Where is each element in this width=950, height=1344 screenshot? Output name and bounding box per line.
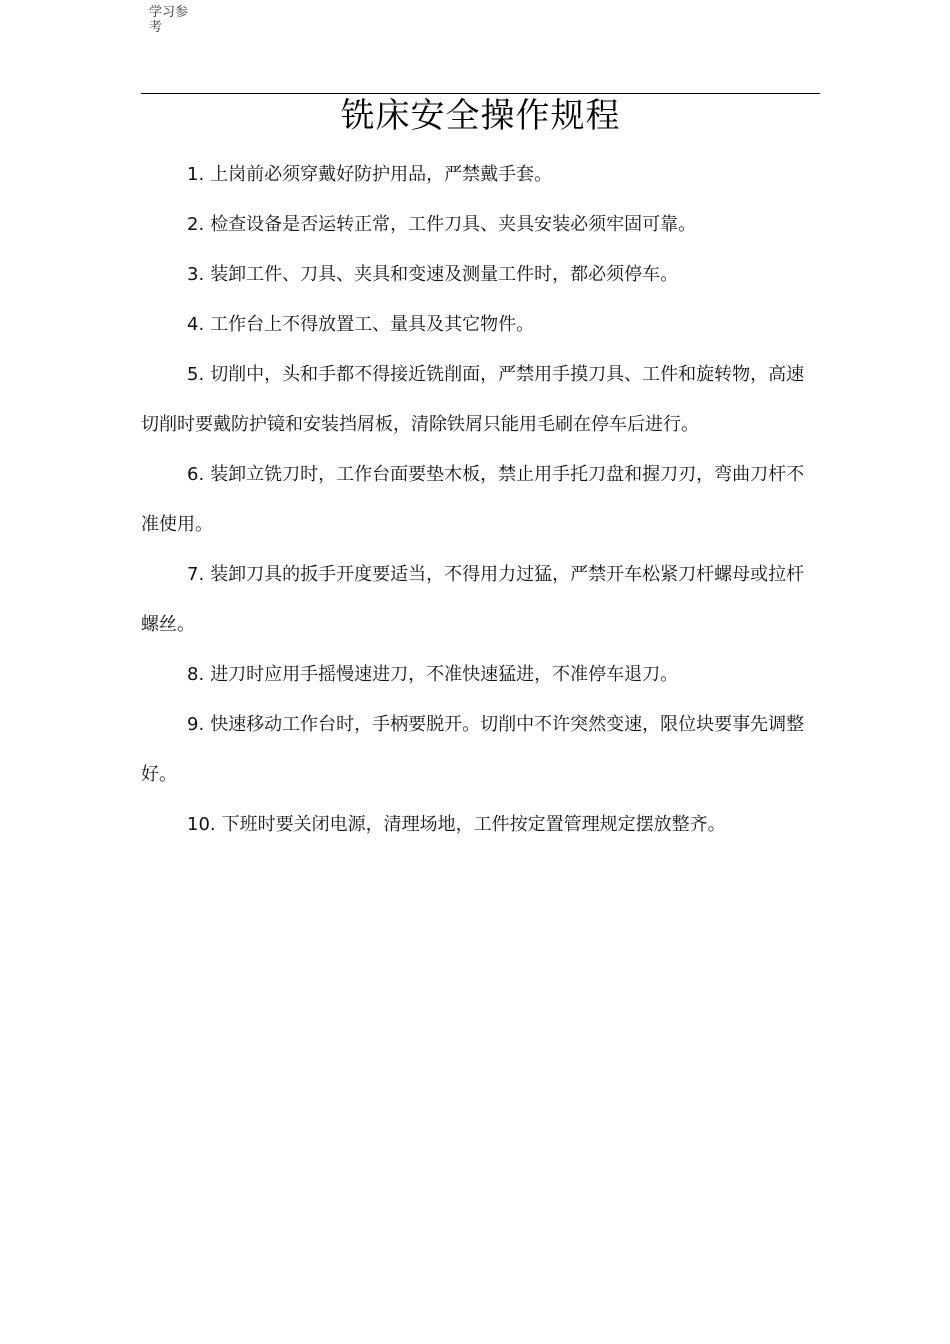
rule-item-2 [141,200,811,250]
rule-item-6 [141,450,811,550]
header-divider [141,93,820,94]
rule-number: 1. [187,164,205,185]
rule-text: 快速移动工作台时，手柄要脱开。切削中不许突然变速，限位块要事先调整好。 [141,714,805,785]
rule-text: 上岗前必须穿戴好防护用品，严禁戴手套。 [210,164,553,185]
rule-text: 检查设备是否运转正常，工件刀具、夹具安装必须牢固可靠。 [210,214,697,235]
rule-text: 下班时要关闭电源，清理场地，工件按定置管理规定摆放整齐。 [221,814,726,835]
rule-item-3 [141,250,811,300]
rule-text: 进刀时应用手摇慢速进刀，不准快速猛进，不准停车退刀。 [210,664,679,685]
rule-number: 4. [187,314,205,335]
rule-item-7 [141,550,811,650]
rule-item-4 [141,300,811,350]
rule-number: 10. [187,814,216,835]
rule-number: 8. [187,664,205,685]
rule-item-10 [141,800,811,850]
rule-item-5 [141,350,811,450]
rule-number: 7. [187,564,205,585]
rule-text: 装卸立铣刀时，工作台面要垫木板，禁止用手托刀盘和握刀刃，弯曲刀杆不准使用。 [141,464,805,535]
rule-item-1 [141,150,811,200]
document-title: 铣床安全操作规程 [340,96,621,136]
rule-number: 3. [187,264,205,285]
rule-text: 切削中，头和手都不得接近铣削面，严禁用手摸刀具、工件和旋转物，高速切削时要戴防护镜和安装挡屑板，清除铁屑只能用毛刷在停车后进行。 [141,364,805,435]
rule-text: 工作台上不得放置工、量具及其它物件。 [210,314,535,335]
rule-item-8 [141,650,811,700]
rule-number: 5. [187,364,205,385]
rule-text: 装卸刀具的扳手开度要适当，不得用力过猛，严禁开车松紧刀杆螺母或拉杆螺丝。 [141,564,805,635]
rule-item-9 [141,700,811,800]
rule-number: 9. [187,714,205,735]
rule-text: 装卸工件、刀具、夹具和变速及测量工件时，都必须停车。 [210,264,679,285]
rule-number: 2. [187,214,205,235]
rule-number: 6. [187,464,205,485]
page-header-label: 学习参考 [149,5,189,35]
rules-list [141,150,811,850]
